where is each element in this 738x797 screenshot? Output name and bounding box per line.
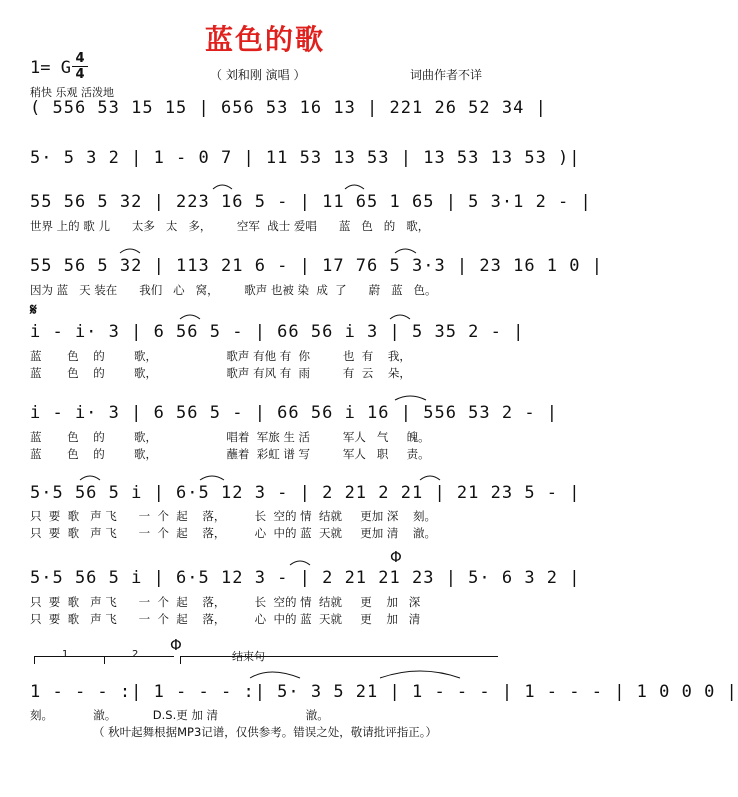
- volta-bracket-2-tick: [104, 656, 105, 664]
- singer-credit: （ 刘和刚 演唱 ）: [210, 68, 306, 82]
- lyric-line: 只 要 歌 声 飞 一 个 起 落， 长 空的 情 结就 更加 深 刻。: [30, 509, 436, 523]
- segno-sign: 𝄋: [30, 300, 37, 319]
- notation-line: 55 56 5 32 | 113 21 6 - | 17 76 5 3·3 | 23 16 1 0 |: [30, 256, 603, 276]
- score-system-8: [30, 566, 581, 590]
- lyric-line: 世界 上的 歌 儿 太多 太 多， 空军 战士 爱唱 蓝 色 的 歌，: [30, 219, 430, 233]
- score-system-2: [30, 146, 581, 170]
- lyric-line: 只 要 歌 声 飞 一 个 起 落， 心 中的 蓝 天就 更 加 清: [30, 612, 421, 626]
- transcriber-note: （ 秋叶起舞根据MP3记谱，仅供参考。错误之处，敬请批评指正。）: [92, 725, 438, 739]
- time-signature-bottom: 4: [75, 67, 85, 82]
- ending-bracket: [180, 656, 498, 657]
- lyric-line: 只 要 歌 声 飞 一 个 起 落， 长 空的 情 结就 更 加 深: [30, 595, 421, 609]
- volta-label-2: 2: [132, 649, 139, 660]
- song-title: 蓝色的歌: [204, 23, 325, 56]
- score-system-1: [30, 96, 547, 120]
- coda-sign: Φ: [390, 548, 402, 566]
- lyric-line: 蓝 色 的 歌， 唱着 军旅 生 活 军人 气 魄。: [30, 430, 430, 444]
- notation-line: 1 - - - :| 1 - - - :| 5· 3 5 21 | 1 - - - | 1 - - - | 1 0 0 0 |: [30, 682, 738, 702]
- lyric-line: 刻。 澈。 D.S.更 加 清 澈。: [30, 708, 329, 722]
- tempo-marking: 稍快 乐观 活泼地: [30, 86, 114, 99]
- score-system-4: [30, 254, 603, 278]
- lyric-line: 因为 蓝 天 装在 我们 心 窝， 歌声 也被 染 成 了 蔚 蓝 色。: [30, 283, 437, 297]
- notation-line: ( 556 53 15 15 | 656 53 16 13 | 221 26 52 34 |: [30, 98, 547, 118]
- notation-line: 55 56 5 32 | 223 16 5 - | 11 65 1 65 | 5 3·1 2 - |: [30, 192, 592, 212]
- composer-credit: 词曲作者不详: [410, 68, 483, 82]
- time-signature-top: 4: [75, 51, 85, 66]
- score-system-7: [30, 481, 581, 505]
- score-system-9: [30, 680, 738, 704]
- ending-label: 结束句: [232, 650, 265, 663]
- lyric-line: 蓝 色 的 歌， 歌声 有他 有 你 也 有 我，: [30, 349, 411, 363]
- notation-line: i - i· 3 | 6 56 5 - | 66 56 i 16 | 556 53 2 - |: [30, 403, 559, 423]
- volta-label-1: 1: [62, 649, 69, 660]
- volta-bracket-1-tick: [34, 656, 35, 664]
- notation-line: i - i· 3 | 6 56 5 - | 66 56 i 3 | 5 35 2 - |: [30, 322, 525, 342]
- lyric-line: 蓝 色 的 歌， 歌声 有风 有 雨 有 云 朵，: [30, 366, 411, 380]
- score-system-3: [30, 190, 592, 214]
- ending-bracket-tick: [180, 656, 181, 664]
- lyric-line: 只 要 歌 声 飞 一 个 起 落， 心 中的 蓝 天就 更加 清 澈。: [30, 526, 436, 540]
- time-signature: [72, 52, 88, 81]
- score-system-6: [30, 401, 559, 425]
- notation-line: 5· 5 3 2 | 1 - 0 7 | 11 53 13 53 | 13 53 13 53 )|: [30, 148, 581, 168]
- lyric-line: 蓝 色 的 歌， 蘸着 彩虹 谱 写 军人 职 责。: [30, 447, 430, 461]
- notation-line: 5·5 56 5 i | 6·5 12 3 - | 2 21 21 23 | 5· 6 3 2 |: [30, 568, 581, 588]
- key-signature: 1= G: [30, 58, 71, 78]
- notation-line: 5·5 56 5 i | 6·5 12 3 - | 2 21 2 21 | 21 23 5 - |: [30, 483, 581, 503]
- score-system-5: [30, 320, 525, 344]
- coda-sign: Φ: [170, 636, 182, 654]
- volta-bracket-2: [104, 656, 174, 657]
